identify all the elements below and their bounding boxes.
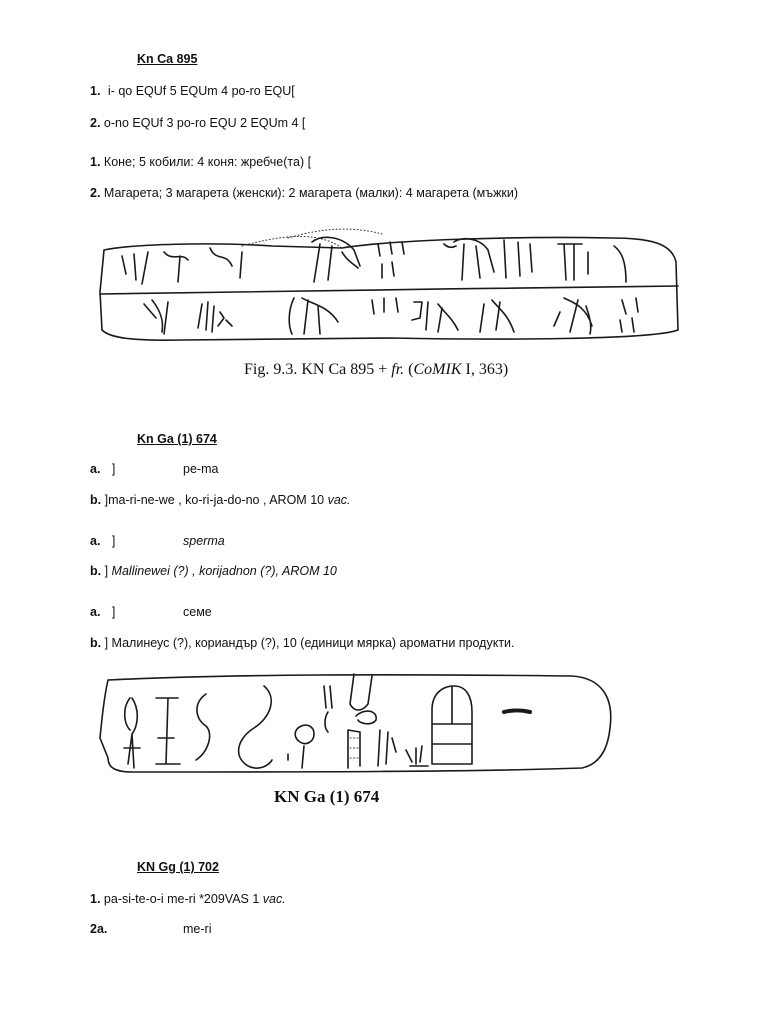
line-b3 <box>90 636 515 650</box>
line-1 <box>90 892 286 906</box>
line-number: b. <box>90 493 102 507</box>
line-text: o-no EQUf 3 po-ro EQU 2 EQUm 4 [ <box>103 116 306 130</box>
bracket: ] <box>111 462 116 476</box>
line-text: i- qo EQUf 5 EQUm 4 po-ro EQU[ <box>107 84 295 98</box>
line-b1 <box>90 493 351 507</box>
line-a1 <box>90 462 115 476</box>
bracket: ] <box>111 534 116 548</box>
line-a3-value: семе <box>183 605 212 619</box>
line-a2 <box>90 534 115 548</box>
line-a2-value: sperma <box>183 534 225 548</box>
line-number: 1. <box>90 84 101 98</box>
line-text: Mallinewei (?) , korijadnon (?), AROM 10 <box>111 564 337 578</box>
line-a3 <box>90 605 115 619</box>
line-number: 2. <box>90 116 101 130</box>
vac-note: vac. <box>327 493 351 507</box>
translit-line-1 <box>90 84 295 98</box>
line-text: ] Малинеус (?), кориандър (?), 10 (единици мярка) ароматни продукти. <box>104 636 515 650</box>
line-number: 2. <box>90 186 101 200</box>
line-text: pa-si-te-o-i me-ri *209VAS 1 <box>103 892 263 906</box>
line-a1-value: pe-ma <box>183 462 219 476</box>
bracket: ] <box>111 605 116 619</box>
line-text: Коне; 5 кобили: 4 коня: жребче(та) [ <box>103 155 312 169</box>
figure-caption: KN Ga (1) 674 <box>274 787 380 806</box>
figure-caption: Fig. 9.3. KN Ca 895 + fr. (CoMIK I, 363) <box>244 361 509 378</box>
line-text: ]ma-ri-ne-we , ko-ri-ja-do-no , AROM 10 <box>104 493 328 507</box>
line-number: b. <box>90 564 102 578</box>
line-number: b. <box>90 636 102 650</box>
translit-line-2 <box>90 116 305 130</box>
line-number: 1. <box>90 892 101 906</box>
line-number: a. <box>90 605 101 619</box>
line-number: a. <box>90 462 101 476</box>
line-b2 <box>90 564 337 578</box>
line-number: 2a. <box>90 922 108 936</box>
line-number: 1. <box>90 155 101 169</box>
line-number: a. <box>90 534 101 548</box>
tablet-drawing-ca895 <box>92 222 692 378</box>
vac-note: vac. <box>262 892 286 906</box>
section-title-ca895: Kn Ca 895 <box>137 52 198 66</box>
translation-line-1 <box>90 155 311 169</box>
section-title-ga674: Kn Ga (1) 674 <box>137 432 217 446</box>
bracket: ] <box>104 564 112 578</box>
line-2a-value: me-ri <box>183 922 212 936</box>
section-title-gg702: KN Gg (1) 702 <box>137 860 219 874</box>
line-text: Магарета; 3 магарета (женски): 2 магарета (малки): 4 магарета (мъжки) <box>103 186 519 200</box>
translation-line-2 <box>90 186 518 200</box>
line-2a <box>90 922 107 936</box>
tablet-drawing-ga674 <box>92 668 622 810</box>
